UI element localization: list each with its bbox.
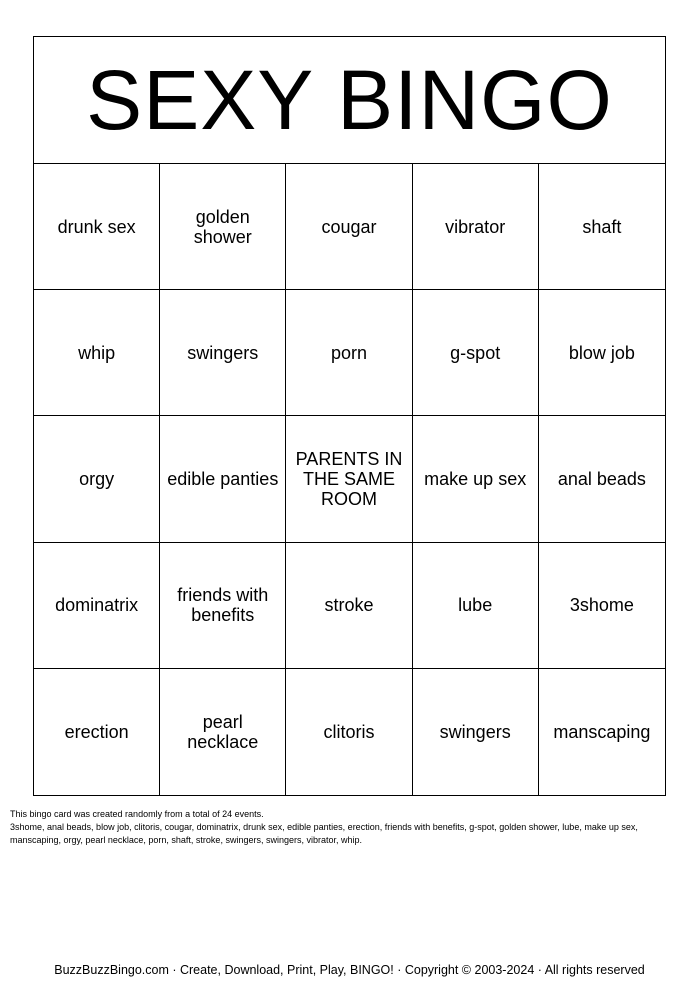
bingo-cell: golden shower <box>160 164 286 290</box>
bingo-cell: anal beads <box>539 416 665 542</box>
bingo-cell: 3shome <box>539 543 665 669</box>
bingo-cell: erection <box>34 669 160 795</box>
bingo-cell: dominatrix <box>34 543 160 669</box>
bingo-cell: lube <box>413 543 539 669</box>
bingo-cell: edible panties <box>160 416 286 542</box>
footer: BuzzBuzzBingo.com · Create, Download, Print, Play, BINGO! · Copyright © 2003-2024 · All rights reserved <box>54 963 645 977</box>
bingo-cell: clitoris <box>286 669 412 795</box>
card-info <box>10 808 690 847</box>
card-title: SEXY BINGO <box>34 37 665 164</box>
bingo-cell: cougar <box>286 164 412 290</box>
bingo-cell: swingers <box>160 290 286 416</box>
bingo-cell: orgy <box>34 416 160 542</box>
bingo-cell: make up sex <box>413 416 539 542</box>
bingo-cell: shaft <box>539 164 665 290</box>
info-summary: This bingo card was created randomly from a total of 24 events. <box>10 809 264 819</box>
info-event-list: 3shome, anal beads, blow job, clitoris, cougar, dominatrix, drunk sex, edible panties, erection, friends with benefits, g-spot, golden shower, lube, make up sex, manscaping, orgy, pearl necklace, porn, shaft, stroke, swingers, swingers, vibrator, whip. <box>10 822 638 845</box>
bingo-cell: friends with benefits <box>160 543 286 669</box>
bingo-card <box>33 36 666 796</box>
bingo-free-cell: PARENTS IN THE SAME ROOM <box>286 416 412 542</box>
bingo-cell: stroke <box>286 543 412 669</box>
bingo-cell: manscaping <box>553 721 651 742</box>
bingo-cell: porn <box>286 290 412 416</box>
bingo-cell: blow job <box>539 290 665 416</box>
bingo-grid <box>34 164 665 795</box>
bingo-cell: whip <box>34 290 160 416</box>
bingo-cell: vibrator <box>413 164 539 290</box>
bingo-cell: pearl necklace <box>160 669 286 795</box>
bingo-cell: g-spot <box>413 290 539 416</box>
bingo-cell: drunk sex <box>34 164 160 290</box>
bingo-cell: swingers <box>413 669 539 795</box>
